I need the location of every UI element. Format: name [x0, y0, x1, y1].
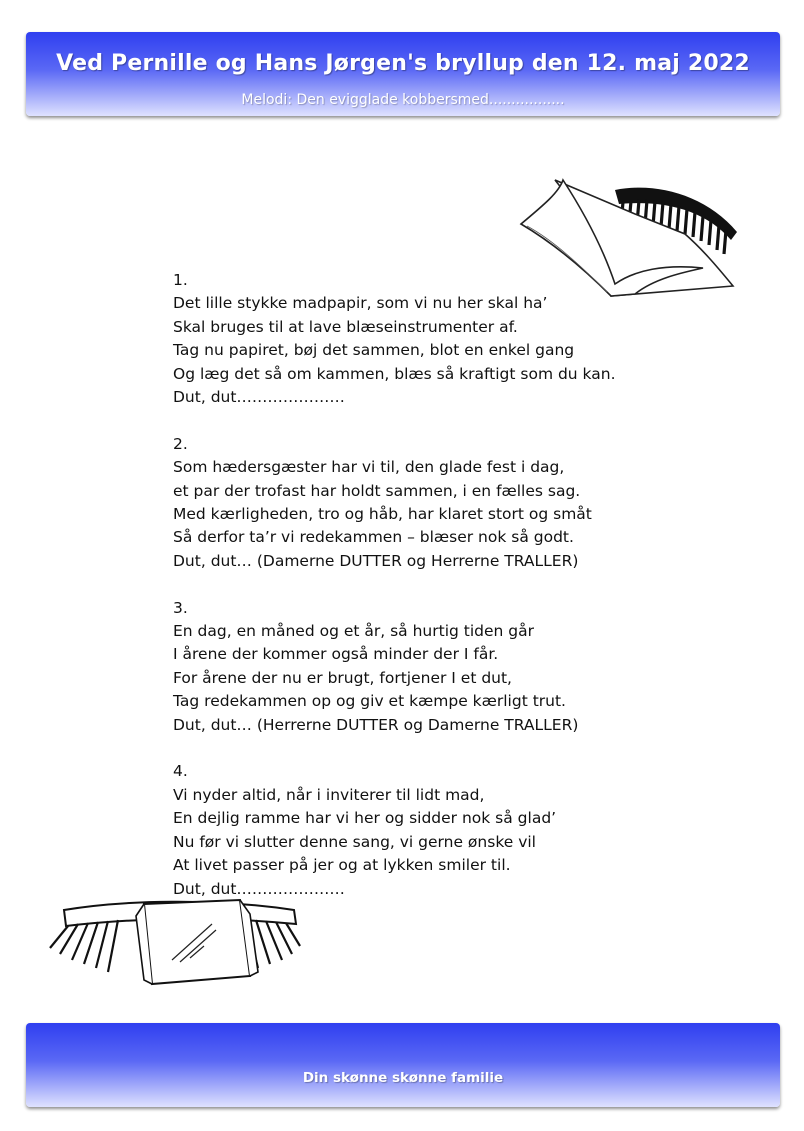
lyric-line: Med kærligheden, tro og håb, har klaret stort og småt [173, 505, 592, 524]
page-title: Ved Pernille og Hans Jørgen's bryllup den 12. maj 2022 [56, 51, 750, 76]
melody-subtitle: Melodi: Den evigglade kobbersmed................. [241, 92, 565, 108]
lyric-line: Dut, dut… (Herrerne DUTTER og Damerne TRALLER) [173, 715, 579, 734]
verse-number: 3. [173, 598, 188, 617]
lyric-line: Og læg det så om kammen, blæs så kraftigt som du kan. [173, 364, 616, 383]
header-banner [26, 32, 780, 116]
lyric-line: Dut, dut………………… [173, 388, 345, 407]
verse-number: 1. [173, 271, 188, 289]
lyric-line: Tag redekammen op og giv et kæmpe kærligt trut. [173, 692, 566, 711]
lyric-line: I årene der kommer også minder der I får. [173, 645, 499, 664]
comb-wrapped-in-paper-icon [44, 890, 304, 994]
lyric-line: Tag nu papiret, bøj det sammen, blot en enkel gang [173, 341, 575, 360]
lyric-line: Det lille stykke madpapir, som vi nu her skal ha’ [173, 294, 548, 313]
lyric-line: Dut, dut… (Damerne DUTTER og Herrerne TRALLER) [173, 551, 579, 570]
lyric-line: Så derfor ta’r vi redekammen – blæser nok så godt. [173, 528, 574, 547]
lyric-line: et par der trofast har holdt sammen, i en fælles sag. [173, 481, 581, 500]
lyric-line: Dut, dut………………… [173, 879, 345, 898]
footer-banner [26, 1023, 780, 1107]
lyric-line: Som hædersgæster har vi til, den glade fest i dag, [173, 458, 565, 477]
lyric-line: Vi nyder altid, når i inviterer til lidt mad, [173, 785, 485, 804]
lyric-line: Nu før vi slutter denne sang, vi gerne ønske vil [173, 832, 536, 851]
verse-2 [173, 433, 616, 573]
verse-4 [173, 760, 616, 900]
lyric-line: En dag, en måned og et år, så hurtig tiden går [173, 622, 534, 641]
lyric-line: For årene der nu er brugt, fortjener I et dut, [173, 668, 512, 687]
song-lyrics [173, 269, 616, 924]
verse-3 [173, 597, 616, 737]
lyric-line: En dejlig ramme har vi her og sidder nok så glad’ [173, 809, 557, 828]
verse-number: 4. [173, 762, 188, 781]
lyric-line: Skal bruges til at lave blæseinstrumenter af. [173, 317, 518, 336]
lyric-line: At livet passer på jer og at lykken smiler til. [173, 856, 511, 875]
verse-number: 2. [173, 434, 188, 453]
footer-signature: Din skønne skønne familie [302, 1070, 504, 1086]
verse-1 [173, 269, 616, 409]
